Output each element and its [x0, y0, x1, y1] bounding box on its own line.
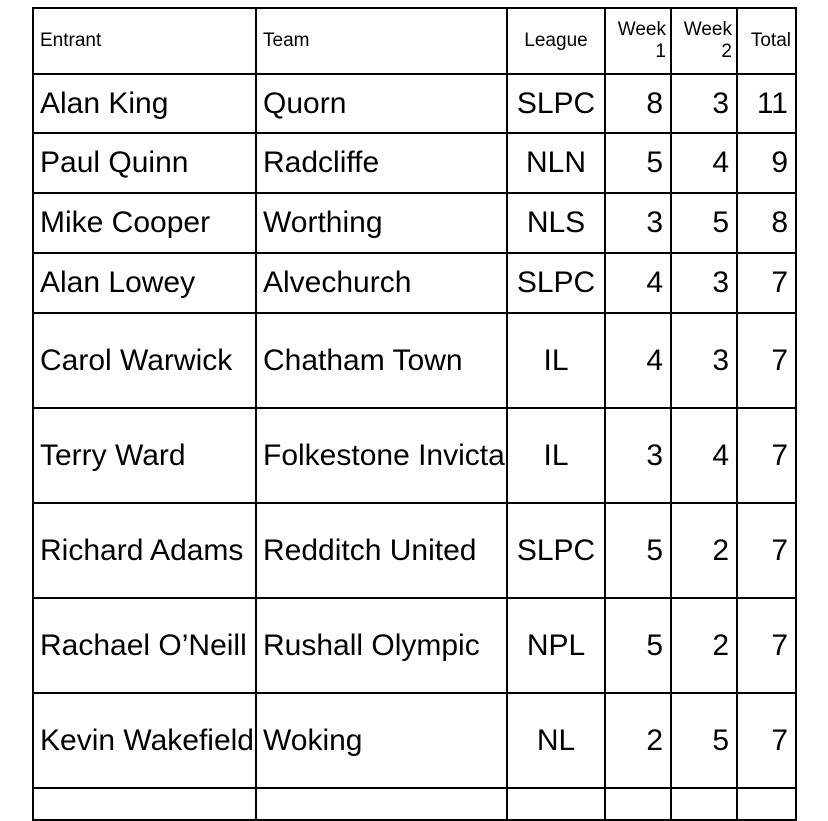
week-1-cell: 4 [605, 253, 671, 313]
week-2-cell: 3 [671, 253, 737, 313]
header-week-1-line-1: Week [617, 19, 666, 40]
total-cell: 9 [737, 133, 796, 193]
week-2-cell: 4 [671, 133, 737, 193]
week-2-cell: 3 [671, 74, 737, 133]
week-2-cell: 3 [671, 313, 737, 408]
empty-cell [605, 788, 671, 820]
header-entrant: Entrant [33, 8, 256, 74]
team-cell: Chatham Town [256, 313, 507, 408]
team-cell: Quorn [256, 74, 507, 133]
header-league: League [507, 8, 605, 74]
week-1-cell: 2 [605, 693, 671, 788]
table-row [33, 503, 796, 598]
entrant-cell: Alan King [33, 74, 256, 133]
empty-cell [256, 788, 507, 820]
league-cell: IL [507, 313, 605, 408]
standings-table [32, 7, 797, 821]
team-cell: Woking [256, 693, 507, 788]
entrant-cell: Mike Cooper [33, 193, 256, 253]
entrant-cell: Alan Lowey [33, 253, 256, 313]
week-2-cell: 4 [671, 408, 737, 503]
week-1-cell: 5 [605, 598, 671, 693]
header-week-2-line-2: 2 [721, 41, 732, 62]
total-cell: 7 [737, 503, 796, 598]
week-1-cell: 4 [605, 313, 671, 408]
table-row [33, 313, 796, 408]
header-total: Total [737, 8, 796, 74]
week-2-cell: 5 [671, 693, 737, 788]
league-cell: NL [507, 693, 605, 788]
header-row [33, 8, 796, 74]
header-week-2 [671, 8, 737, 74]
table-row [33, 693, 796, 788]
table-row-partial [33, 788, 796, 820]
table-row [33, 133, 796, 193]
total-cell: 11 [737, 74, 796, 133]
week-1-cell: 3 [605, 408, 671, 503]
table-row [33, 253, 796, 313]
week-2-cell: 2 [671, 503, 737, 598]
entrant-cell: Kevin Wakefield [33, 693, 256, 788]
week-1-cell: 8 [605, 74, 671, 133]
total-cell: 7 [737, 408, 796, 503]
total-cell: 8 [737, 193, 796, 253]
empty-cell [671, 788, 737, 820]
header-week-1-line-2: 1 [655, 41, 666, 62]
league-cell: SLPC [507, 503, 605, 598]
league-cell: IL [507, 408, 605, 503]
empty-cell [737, 788, 796, 820]
table-row [33, 598, 796, 693]
entrant-cell: Paul Quinn [33, 133, 256, 193]
week-1-cell: 5 [605, 133, 671, 193]
table-row [33, 193, 796, 253]
entrant-cell: Terry Ward [33, 408, 256, 503]
empty-cell [33, 788, 256, 820]
total-cell: 7 [737, 598, 796, 693]
team-cell: Redditch United [256, 503, 507, 598]
total-cell: 7 [737, 693, 796, 788]
week-2-cell: 5 [671, 193, 737, 253]
entrant-cell: Carol Warwick [33, 313, 256, 408]
league-cell: SLPC [507, 253, 605, 313]
team-cell: Folkestone Invicta [256, 408, 507, 503]
week-1-cell: 3 [605, 193, 671, 253]
total-cell: 7 [737, 313, 796, 408]
table-row [33, 74, 796, 133]
header-week-2-line-1: Week [683, 19, 732, 40]
week-1-cell: 5 [605, 503, 671, 598]
team-cell: Radcliffe [256, 133, 507, 193]
entrant-cell: Rachael O’Neill [33, 598, 256, 693]
team-cell: Worthing [256, 193, 507, 253]
header-week-1 [605, 8, 671, 74]
league-cell: NLS [507, 193, 605, 253]
team-cell: Alvechurch [256, 253, 507, 313]
table-row [33, 408, 796, 503]
total-cell: 7 [737, 253, 796, 313]
league-cell: SLPC [507, 74, 605, 133]
header-team: Team [256, 8, 507, 74]
week-2-cell: 2 [671, 598, 737, 693]
team-cell: Rushall Olympic [256, 598, 507, 693]
entrant-cell: Richard Adams [33, 503, 256, 598]
league-cell: NLN [507, 133, 605, 193]
empty-cell [507, 788, 605, 820]
league-cell: NPL [507, 598, 605, 693]
